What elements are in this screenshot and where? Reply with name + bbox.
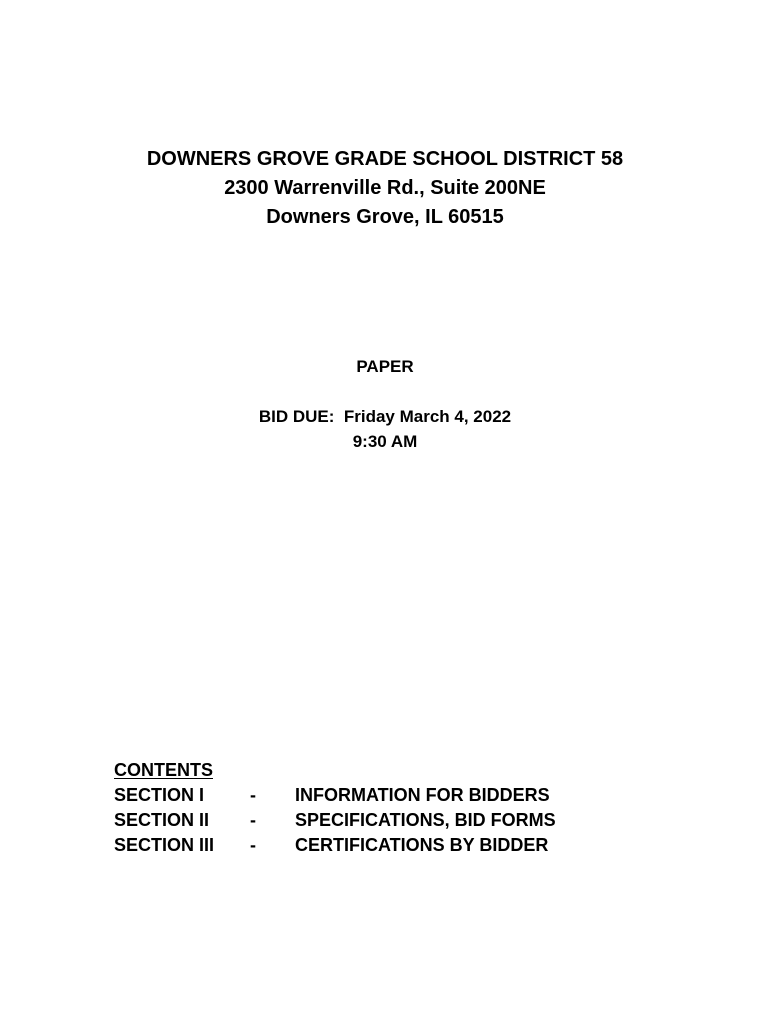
section-dash: - bbox=[250, 785, 256, 805]
section-dash: - bbox=[250, 810, 256, 830]
bid-due-date: BID DUE: Friday March 4, 2022 bbox=[258, 407, 512, 426]
section-dash: - bbox=[250, 835, 256, 855]
contents-row bbox=[114, 833, 556, 858]
address-line-2: Downers Grove, IL 60515 bbox=[266, 206, 504, 228]
contents-section bbox=[114, 758, 556, 858]
bid-due-block bbox=[0, 404, 770, 454]
contents-heading: CONTENTS bbox=[114, 760, 213, 780]
contents-row bbox=[114, 783, 556, 808]
bid-title: PAPER bbox=[356, 357, 414, 376]
section-label: SECTION I bbox=[114, 785, 205, 805]
section-description: CERTIFICATIONS BY BIDDER bbox=[295, 835, 549, 855]
section-label: SECTION III bbox=[114, 835, 215, 855]
bid-title-block bbox=[0, 355, 770, 379]
bid-due-time: 9:30 AM bbox=[352, 432, 418, 451]
address-line-1: 2300 Warrenville Rd., Suite 200NE bbox=[224, 177, 546, 199]
section-label: SECTION II bbox=[114, 810, 210, 830]
document-header bbox=[0, 145, 770, 232]
organization-name: DOWNERS GROVE GRADE SCHOOL DISTRICT 58 bbox=[146, 148, 624, 170]
section-description: INFORMATION FOR BIDDERS bbox=[295, 785, 550, 805]
section-description: SPECIFICATIONS, BID FORMS bbox=[295, 810, 556, 830]
contents-row bbox=[114, 808, 556, 833]
